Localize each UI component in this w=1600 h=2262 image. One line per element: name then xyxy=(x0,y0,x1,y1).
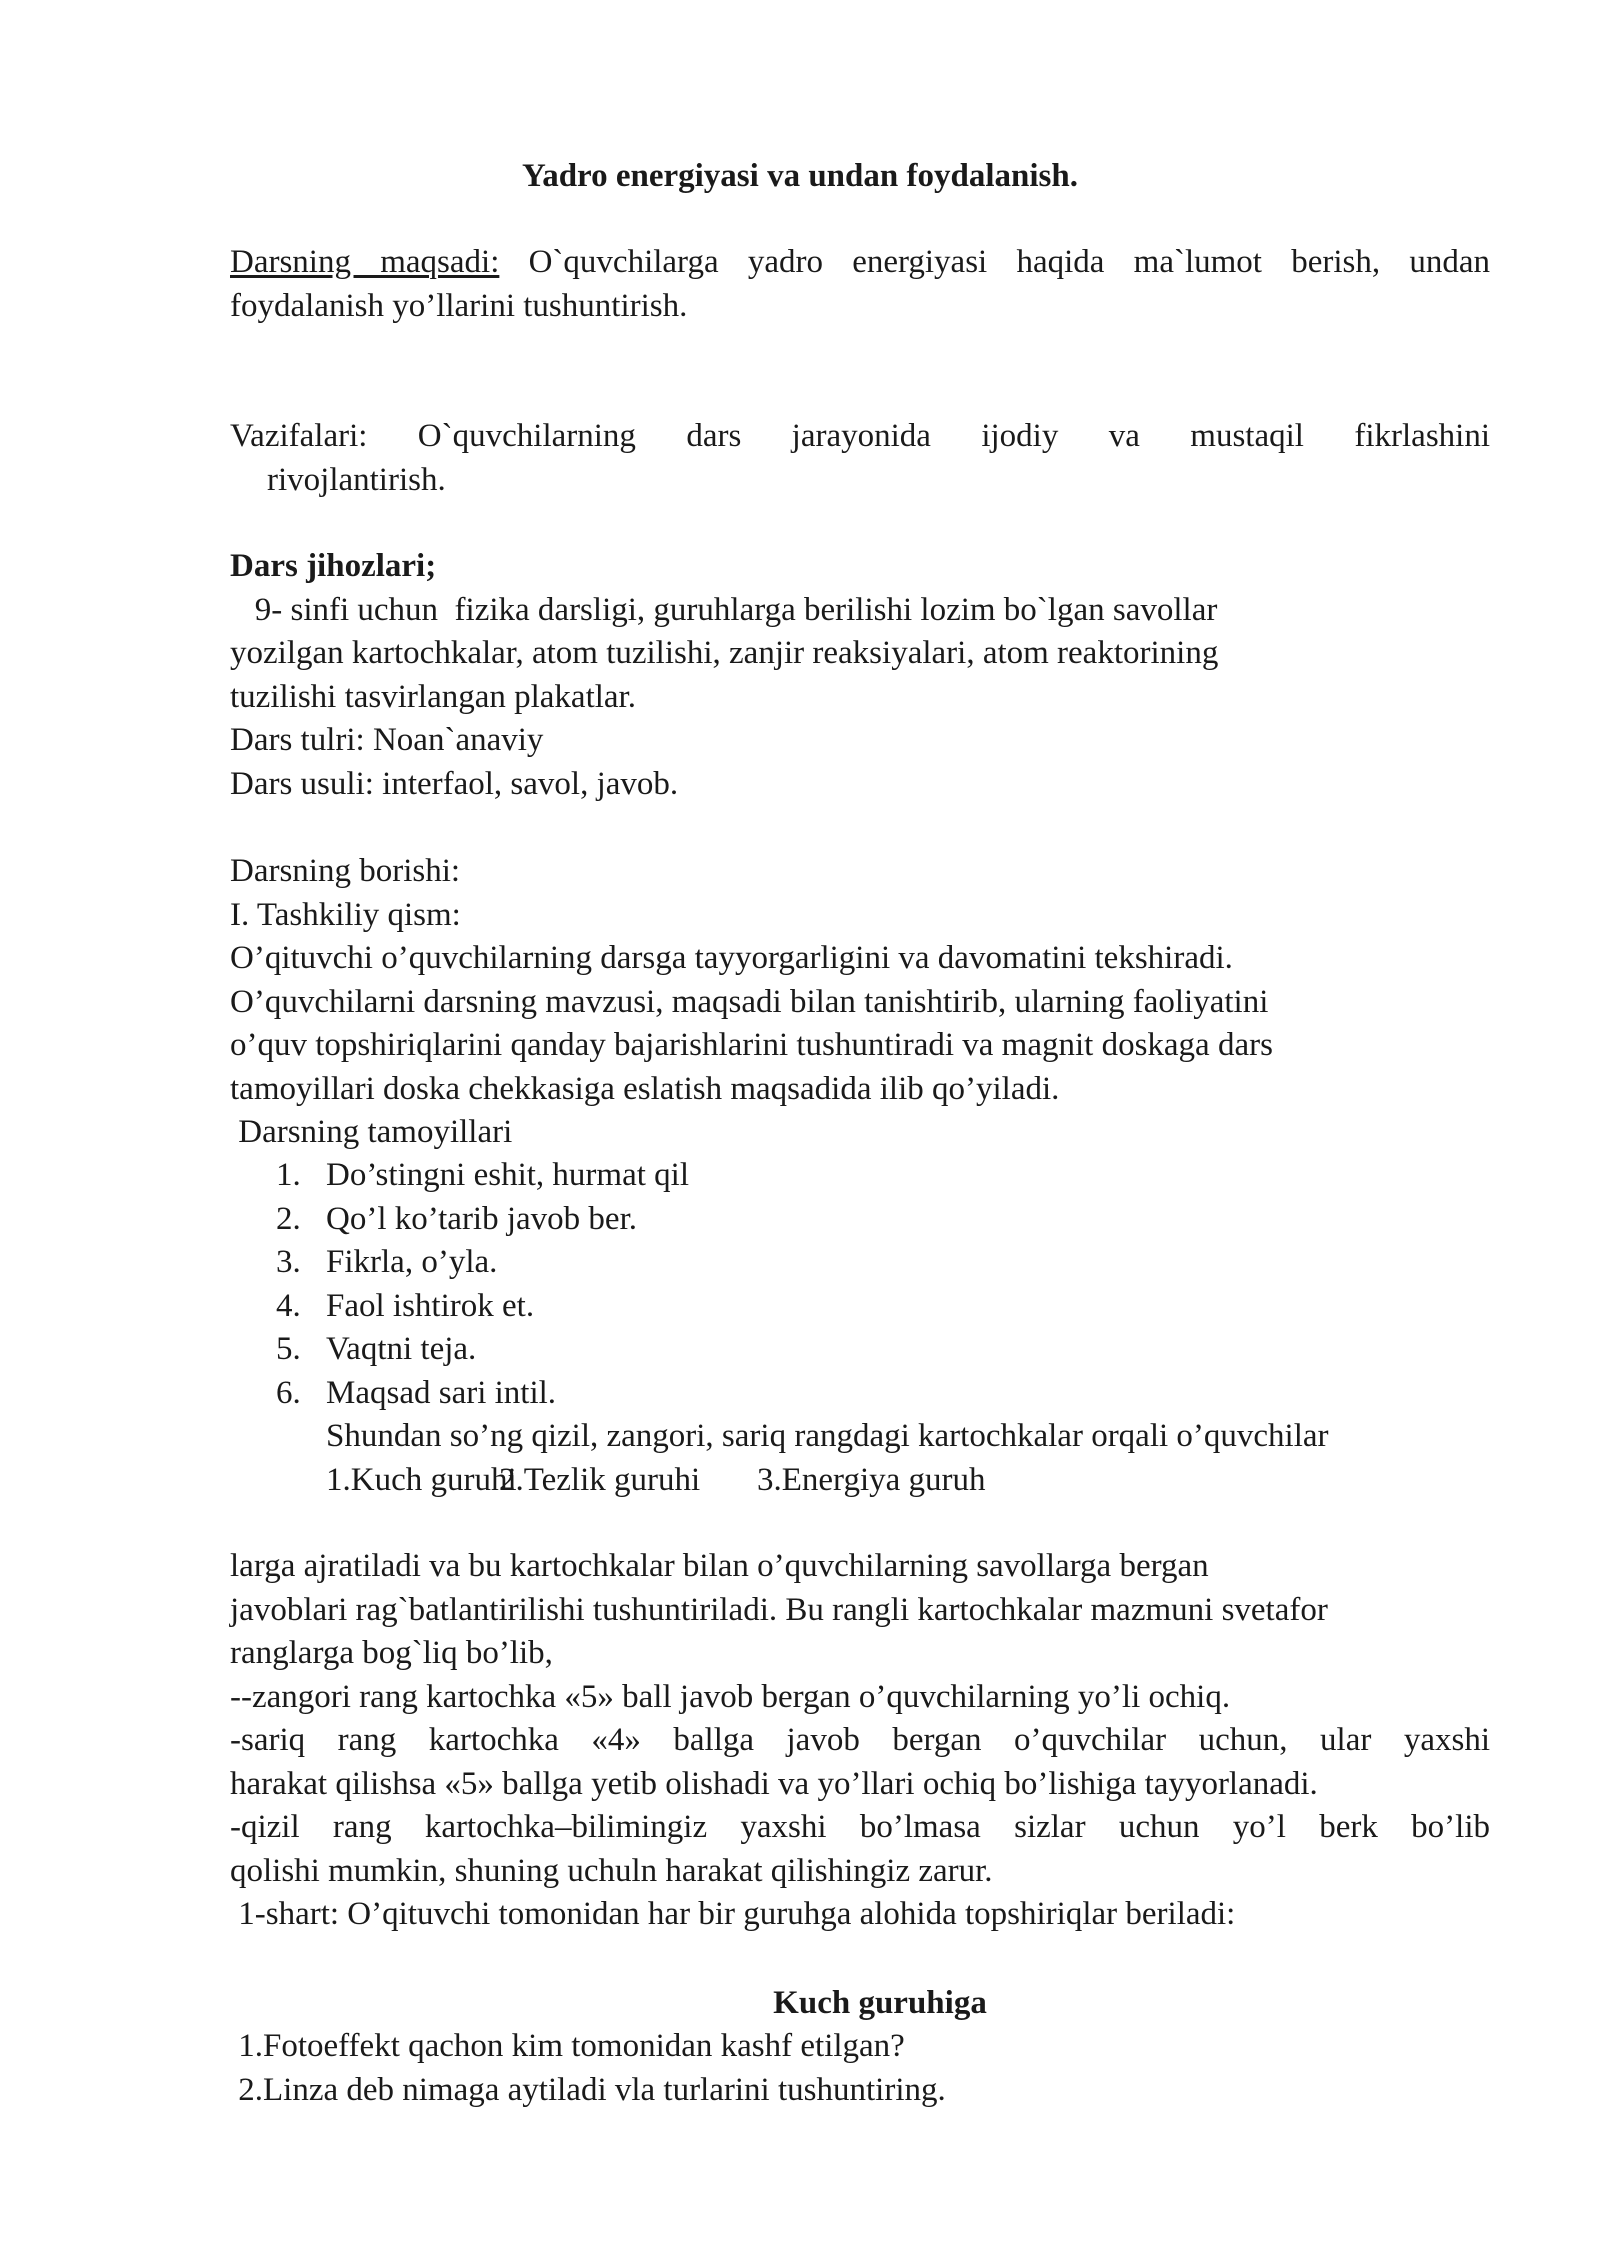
yellow-card-line-1: -sariq rang kartochka «4» ballga javob bergan o’quvchilar uchun, ular yaxshi xyxy=(230,1722,1490,1758)
goal-line-1: Darsning maqsadi: O`quvchilarga yadro energiyasi haqida ma`lumot berish, undan xyxy=(230,244,1490,280)
question-2: 2.Linza deb nimaga aytiladi vla turlarini tushuntiring. xyxy=(230,2071,946,2108)
tasks-line-1: Vazifalari: O`quvchilarning dars jarayonida ijodiy va mustaqil fikrlashini xyxy=(230,418,1490,454)
equipment-heading: Dars jihozlari; xyxy=(230,548,437,584)
red-card-line-2: qolishi mumkin, shuning uchuln harakat qilishingiz zarur. xyxy=(230,1852,993,1889)
yellow-card-line-2: harakat qilishsa «5» ballga yetib olishadi va yo’llari ochiq bo’lishiga tayyorlanadi. xyxy=(230,1765,1318,1802)
after-list-paragraph xyxy=(326,1415,1526,1502)
equipment-line-1: 9- sinfi uchun fizika darsligi, guruhlarga berilishi lozim bo`lgan savollar xyxy=(230,591,1218,628)
list-item: 4. Faol ishtirok et. xyxy=(276,1287,535,1324)
progress-line-2: O’quvchilarni darsning mavzusi, maqsadi bilan tanishtirib, ularning faoliyatini xyxy=(230,983,1269,1020)
group-kuch: 1.Kuch guruhi xyxy=(326,1461,517,1498)
goal-label: Darsning maqsadi: xyxy=(230,244,500,280)
list-item: 2. Qo’l ko’tarib javob ber. xyxy=(276,1200,637,1237)
group-tezlik: 2.Tezlik guruhi xyxy=(499,1461,701,1498)
cards-line-2: javoblari rag`batlantirilishi tushuntiriladi. Bu rangli kartochkalar mazmuni svetafor xyxy=(230,1591,1328,1628)
group-names-line xyxy=(326,1459,1526,1503)
list-item: 6. Maqsad sari intil. xyxy=(276,1374,557,1411)
tasks-paragraph xyxy=(230,415,1490,502)
principles-list xyxy=(276,1154,689,1415)
progress-line-1: O’qituvchi o’quvchilarning darsga tayyorgarligini va davomatini tekshiradi. xyxy=(230,940,1233,976)
list-item: 1. Do’stingni eshit, hurmat qil xyxy=(276,1157,689,1193)
cards-paragraph xyxy=(230,1545,1490,1937)
list-item: 3. Fikrla, o’yla. xyxy=(276,1244,498,1280)
equipment-line-2: yozilgan kartochkalar, atom tuzilishi, zanjir reaksiyalari, atom reaktorining xyxy=(230,635,1219,671)
question-1: 1.Fotoeffekt qachon kim tomonidan kashf etilgan? xyxy=(230,2028,905,2064)
kuch-group-questions xyxy=(230,2025,1490,2112)
after-list-line-1: Shundan so’ng qizil, zangori, sariq rangdagi kartochkalar orqali o’quvchilar xyxy=(326,1418,1329,1454)
lesson-type: Dars tulri: Noan`anaviy xyxy=(230,722,544,758)
list-item: 5. Vaqtni teja. xyxy=(276,1331,477,1367)
kuch-group-heading: Kuch guruhiga xyxy=(773,1985,987,2021)
blue-card-text: --zangori rang kartochka «5» ball javob bergan o’quvchilarning yo’li ochiq. xyxy=(230,1678,1231,1715)
progress-section xyxy=(230,850,1490,1155)
condition-1-text: 1-shart: O’qituvchi tomonidan har bir guruhga alohida topshiriqlar beriladi: xyxy=(230,1896,1236,1932)
principles-heading: Darsning tamoyillari xyxy=(230,1114,513,1150)
goal-paragraph xyxy=(230,241,1490,328)
part-1-heading: I. Tashkiliy qism: xyxy=(230,896,461,933)
tasks-line-2: rivojlantirish. xyxy=(267,461,446,498)
document-title: Yadro energiyasi va undan foydalanish. xyxy=(522,158,1078,194)
progress-line-4: tamoyillari doska chekkasiga eslatish maqsadida ilib qo’yiladi. xyxy=(230,1070,1060,1107)
progress-line-3: o’quv topshiriqlarini qanday bajarishlarini tushuntiradi va magnit doskaga dars xyxy=(230,1027,1273,1063)
lesson-method: Dars usuli: interfaol, savol, javob. xyxy=(230,765,679,802)
cards-line-1: larga ajratiladi va bu kartochkalar bilan o’quvchilarning savollarga bergan xyxy=(230,1548,1209,1584)
progress-heading: Darsning borishi: xyxy=(230,853,461,889)
goal-line-2: foydalanish yo’llarini tushuntirish. xyxy=(230,287,688,324)
red-card-line-1: -qizil rang kartochka–bilimingiz yaxshi bo’lmasa sizlar uchun yo’l berk bo’lib xyxy=(230,1809,1490,1845)
cards-line-3: ranglarga bog`liq bo’lib, xyxy=(230,1635,553,1671)
equipment-section xyxy=(230,545,1490,806)
equipment-line-3: tuzilishi tasvirlangan plakatlar. xyxy=(230,678,636,715)
group-energiya: 3.Energiya guruh xyxy=(757,1461,986,1498)
